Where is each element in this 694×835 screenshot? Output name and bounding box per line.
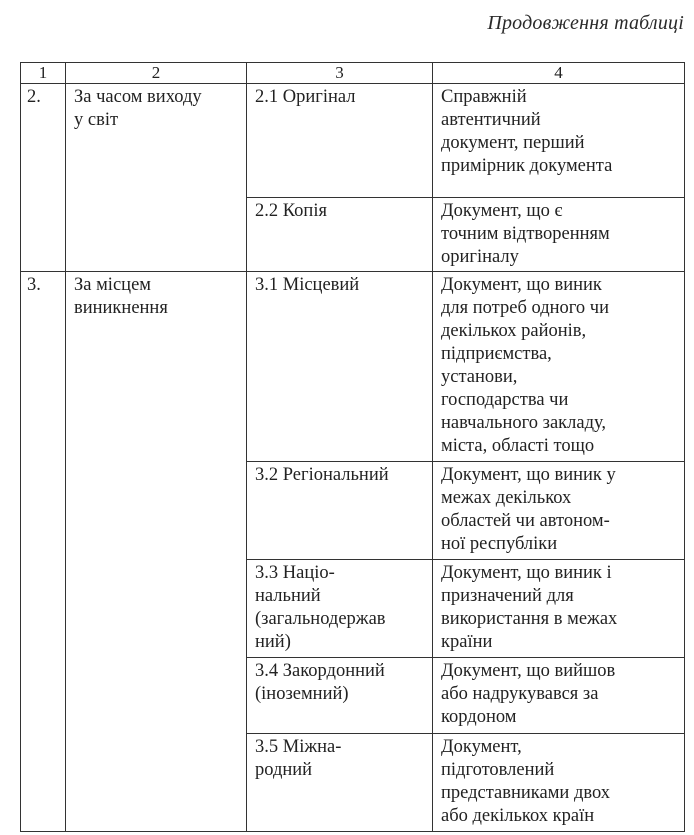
document-type: 2.1 Оригінал bbox=[247, 84, 433, 198]
document-description: Документ, що виник і призначений для використання в межах країни bbox=[433, 560, 685, 658]
table-row bbox=[21, 84, 685, 198]
document-type: 2.2 Копія bbox=[247, 198, 433, 272]
header-col-2: 2 bbox=[66, 63, 247, 84]
document-description: Документ, що вийшов або надрукувався за кордоном bbox=[433, 658, 685, 734]
classification-table bbox=[20, 62, 685, 832]
header-col-4: 4 bbox=[433, 63, 685, 84]
document-type: 3.3 Націо- нальний (загальнодержав ний) bbox=[247, 560, 433, 658]
document-description: Документ, що є точним відтворенням оригіналу bbox=[433, 198, 685, 272]
table-body bbox=[21, 84, 685, 832]
header-col-3: 3 bbox=[247, 63, 433, 84]
group-criterion: За місцем виникнення bbox=[66, 272, 247, 832]
document-type: 3.2 Регіональний bbox=[247, 462, 433, 560]
table-row bbox=[21, 272, 685, 462]
document-description: Документ, що виник для потреб одного чи декількох районів, підприємства, установи, господарства чи навчального закладу, міста, області тощо bbox=[433, 272, 685, 462]
header-col-1: 1 bbox=[21, 63, 66, 84]
document-description: Документ, підготовлений представниками двох або декількох країн bbox=[433, 734, 685, 832]
header-row bbox=[21, 63, 685, 84]
group-number: 3. bbox=[21, 272, 66, 832]
document-description: Документ, що виник у межах декількох областей чи автоном- ної республіки bbox=[433, 462, 685, 560]
document-type: 3.1 Місцевий bbox=[247, 272, 433, 462]
table-continuation-caption: Продовження таблиці bbox=[487, 12, 684, 34]
document-type: 3.4 Закордонний (іноземний) bbox=[247, 658, 433, 734]
document-type: 3.5 Міжна- родний bbox=[247, 734, 433, 832]
table-header bbox=[21, 63, 685, 84]
document-description: Справжній автентичний документ, перший примірник документа bbox=[433, 84, 685, 198]
group-criterion: За часом виходу у світ bbox=[66, 84, 247, 272]
group-number: 2. bbox=[21, 84, 66, 272]
